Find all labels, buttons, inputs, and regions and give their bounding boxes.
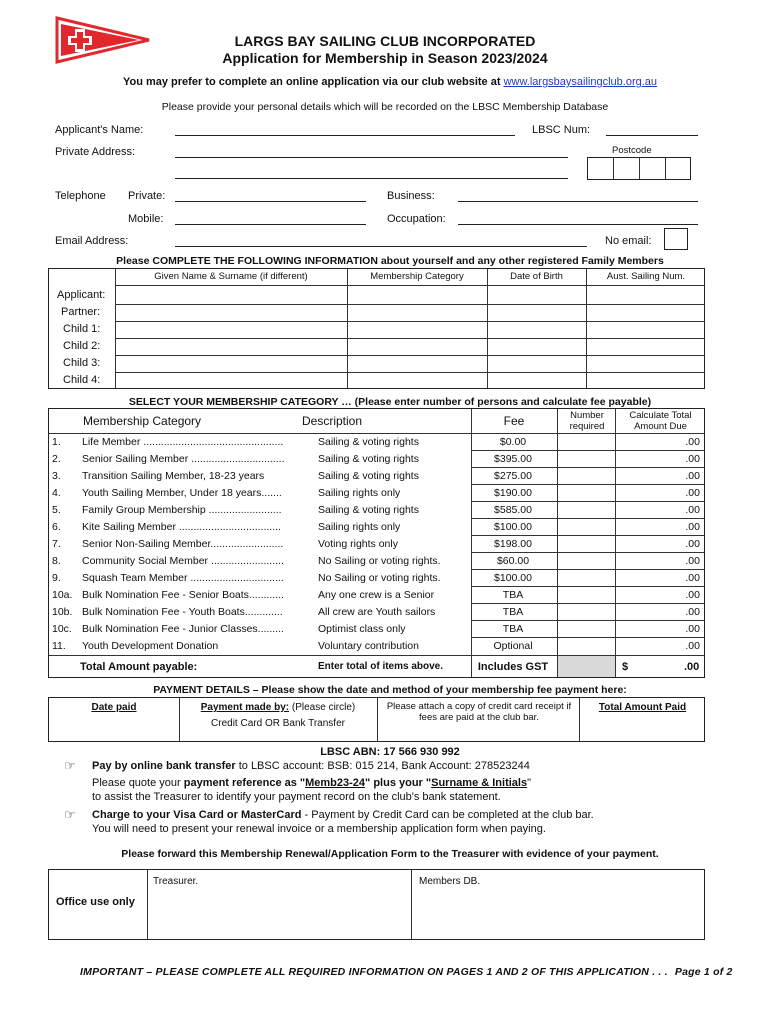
category-fee: TBA — [502, 589, 524, 601]
postcode-label: Postcode — [612, 145, 652, 156]
category-row — [48, 587, 705, 604]
provide-note: Please provide your personal details which will be recorded on the LBSC Membership Database — [161, 101, 609, 113]
office-use-label: Office use only — [56, 896, 135, 908]
col-number: Number required — [569, 410, 605, 432]
category-total[interactable]: .00 — [685, 589, 700, 601]
attach-receipt-note: Please attach a copy of credit card receipt if fees are paid at the club bar. — [386, 701, 572, 723]
date-paid-label: Date paid — [91, 702, 137, 713]
category-name: Bulk Nomination Fee - Youth Boats............. — [82, 606, 283, 618]
family-row-label: Child 2: — [63, 340, 101, 352]
private-address-label: Private Address: — [55, 146, 136, 158]
category-total[interactable]: .00 — [685, 623, 700, 635]
reference-line-2: to assist the Treasurer to identify your payment record on the club's bank statement. — [92, 791, 501, 803]
col-total: Calculate Total Amount Due — [629, 410, 692, 432]
category-number: 8. — [52, 555, 61, 567]
total-fee-note: Includes GST — [477, 661, 549, 673]
category-number: 6. — [52, 521, 61, 533]
postcode-boxes[interactable] — [587, 157, 691, 180]
card-line: Charge to your Visa Card or MasterCard - Payment by Credit Card can be completed at the club bar. — [92, 809, 594, 821]
family-row-label: Applicant: — [57, 289, 106, 301]
email-label: Email Address: — [55, 235, 129, 247]
category-total[interactable]: .00 — [685, 487, 700, 499]
category-row — [48, 553, 705, 570]
pointing-hand-icon: ☞ — [64, 807, 76, 822]
category-heading: SELECT YOUR MEMBERSHIP CATEGORY … (Please enter number of persons and calculate fee payable) — [128, 396, 652, 408]
category-fee: $585.00 — [494, 504, 532, 516]
category-row — [48, 604, 705, 621]
category-name: Youth Development Donation — [82, 640, 219, 652]
category-name: Community Social Member ......................... — [82, 555, 284, 567]
lbsc-num-label: LBSC Num: — [532, 124, 591, 136]
category-row — [48, 638, 705, 655]
family-row-label: Child 4: — [63, 374, 101, 386]
category-total[interactable]: .00 — [685, 572, 700, 584]
category-description: Optimist class only — [318, 623, 406, 635]
online-note — [60, 76, 720, 88]
total-dollar: $ — [622, 661, 629, 673]
category-description: Voting rights only — [318, 538, 398, 550]
category-description: Any one crew is a Senior — [318, 589, 435, 601]
category-fee: $395.00 — [494, 453, 532, 465]
category-description: Voluntary contribution — [318, 640, 419, 652]
email-field[interactable] — [175, 246, 587, 247]
category-total[interactable]: .00 — [685, 555, 700, 567]
category-fee: $190.00 — [494, 487, 532, 499]
telephone-label: Telephone — [55, 190, 106, 202]
address-line-1[interactable] — [175, 157, 568, 158]
office-use-box — [48, 869, 705, 940]
category-name: Bulk Nomination Fee - Junior Classes......... — [82, 623, 284, 635]
family-row-label: Child 3: — [63, 357, 101, 369]
family-col-dob: Date of Birth — [510, 271, 563, 282]
col-description: Description — [302, 414, 363, 428]
pointing-hand-icon: ☞ — [64, 758, 76, 773]
payment-method-options[interactable]: Credit Card OR Bank Transfer — [211, 718, 345, 729]
lbsc-num-field[interactable] — [606, 135, 698, 136]
category-number: 10b. — [52, 606, 73, 618]
applicant-name-label: Applicant's Name: — [55, 124, 144, 136]
footer-important: IMPORTANT – PLEASE COMPLETE ALL REQUIRED INFORMATION ON PAGES 1 AND 2 OF THIS APPLICATION . . . Page 1 of 2 — [80, 966, 733, 978]
category-fee: $0.00 — [499, 436, 527, 448]
family-col-category: Membership Category — [370, 271, 464, 282]
family-col-sailing-num: Aust. Sailing Num. — [606, 271, 686, 282]
category-name: Squash Team Member ................................ — [82, 572, 284, 584]
category-fee: TBA — [502, 623, 524, 635]
category-row — [48, 621, 705, 638]
category-description: Sailing & voting rights — [318, 470, 419, 482]
category-total[interactable]: .00 — [685, 640, 700, 652]
category-name: Senior Non-Sailing Member......................... — [82, 538, 284, 550]
total-number-shaded — [558, 656, 615, 677]
applicant-name-field[interactable] — [175, 135, 515, 136]
category-total[interactable]: .00 — [685, 504, 700, 516]
category-fee: $60.00 — [496, 555, 530, 567]
category-description: All crew are Youth sailors — [318, 606, 436, 618]
payment-table — [48, 697, 705, 742]
online-note-text: You may prefer to complete an online application via our club website at — [122, 76, 504, 88]
category-description: Sailing & voting rights — [318, 453, 419, 465]
category-description: Sailing rights only — [318, 521, 401, 533]
category-name: Family Group Membership ......................... — [82, 504, 282, 516]
category-row — [48, 502, 705, 519]
category-description: Sailing & voting rights — [318, 436, 419, 448]
category-name: Youth Sailing Member, Under 18 years....... — [82, 487, 282, 499]
page-number: Page 1 of 2 — [674, 966, 733, 978]
col-category: Membership Category — [83, 414, 202, 428]
category-row — [48, 451, 705, 468]
category-number: 3. — [52, 470, 61, 482]
club-title: LARGS BAY SAILING CLUB INCORPORATED — [234, 33, 536, 49]
category-name: Transition Sailing Member, 18-23 years — [82, 470, 265, 482]
category-number: 11. — [52, 640, 66, 652]
category-total[interactable]: .00 — [685, 436, 700, 448]
business-phone-field[interactable] — [458, 201, 698, 202]
category-row — [48, 519, 705, 536]
payment-method-label: Payment made by: (Please circle) — [200, 702, 356, 713]
reference-line: Please quote your payment reference as "Memb23-24" plus your "Surname & Initials" — [92, 777, 531, 789]
category-description: Sailing & voting rights — [318, 504, 419, 516]
occupation-label: Occupation: — [387, 213, 446, 225]
category-fee: TBA — [502, 606, 524, 618]
total-paid-label: Total Amount Paid — [598, 702, 687, 713]
private-phone-field[interactable] — [175, 201, 366, 202]
family-table — [48, 268, 705, 389]
category-total[interactable]: .00 — [685, 521, 700, 533]
occupation-field[interactable] — [458, 224, 698, 225]
category-fee: Optional — [493, 640, 533, 652]
card-line-2: You will need to present your renewal invoice or a membership application form when paying. — [92, 823, 546, 835]
total-value[interactable]: .00 — [684, 661, 700, 673]
category-fee: $198.00 — [494, 538, 532, 550]
mobile-label: Mobile: — [128, 213, 164, 225]
treasurer-label: Treasurer. — [153, 876, 199, 887]
category-description: No Sailing or voting rights. — [318, 555, 441, 567]
category-row — [48, 468, 705, 485]
category-total[interactable]: .00 — [685, 453, 700, 465]
category-description: Sailing rights only — [318, 487, 401, 499]
category-number: 10a. — [52, 589, 73, 601]
category-total[interactable]: .00 — [685, 606, 700, 618]
total-desc: Enter total of items above. — [318, 661, 444, 672]
category-description: No Sailing or voting rights. — [318, 572, 441, 584]
category-name: Senior Sailing Member ................................ — [82, 453, 285, 465]
category-number: 5. — [52, 504, 61, 516]
members-db-label: Members DB. — [419, 876, 481, 887]
mobile-field[interactable] — [175, 224, 366, 225]
category-row — [48, 485, 705, 502]
category-total[interactable]: .00 — [685, 538, 700, 550]
category-number: 1. — [52, 436, 61, 448]
category-fee: $100.00 — [494, 521, 532, 533]
club-website-link[interactable]: www.largsbaysailingclub.org.au — [503, 76, 658, 88]
total-label: Total Amount payable: — [80, 661, 198, 673]
no-email-checkbox[interactable] — [664, 228, 688, 250]
family-col-name: Given Name & Surname (if different) — [154, 271, 308, 282]
category-number: 10c. — [52, 623, 72, 635]
category-name: Kite Sailing Member ................................... — [82, 521, 281, 533]
business-phone-label: Business: — [387, 190, 435, 202]
category-number: 7. — [52, 538, 61, 550]
family-row-label: Child 1: — [63, 323, 101, 335]
col-fee: Fee — [503, 414, 525, 428]
bank-transfer-line: Pay by online bank transfer to LBSC account: BSB: 015 214, Bank Account: 278523244 — [92, 760, 530, 772]
category-number: 2. — [52, 453, 61, 465]
private-phone-label: Private: — [128, 190, 166, 202]
category-name: Life Member ................................................ — [82, 436, 284, 448]
category-number: 4. — [52, 487, 61, 499]
category-name: Bulk Nomination Fee - Senior Boats............ — [82, 589, 284, 601]
abn: LBSC ABN: 17 566 930 992 — [320, 746, 460, 758]
category-row — [48, 434, 705, 451]
category-row — [48, 536, 705, 553]
family-row-label: Partner: — [61, 306, 101, 318]
category-fee: $275.00 — [494, 470, 532, 482]
forward-note: Please forward this Membership Renewal/Application Form to the Treasurer with evidence of your payment. — [121, 848, 659, 860]
category-total[interactable]: .00 — [685, 470, 700, 482]
family-heading: Please COMPLETE THE FOLLOWING INFORMATION about yourself and any other registered Family Members — [116, 255, 664, 267]
category-fee: $100.00 — [494, 572, 532, 584]
category-number: 9. — [52, 572, 61, 584]
address-line-2[interactable] — [175, 178, 568, 179]
club-burgee-logo — [55, 16, 151, 64]
no-email-label: No email: — [605, 235, 652, 247]
category-row — [48, 570, 705, 587]
form-subtitle: Application for Membership in Season 2023/2024 — [222, 50, 548, 66]
payment-heading: PAYMENT DETAILS – Please show the date and method of your membership fee payment here: — [153, 684, 627, 696]
